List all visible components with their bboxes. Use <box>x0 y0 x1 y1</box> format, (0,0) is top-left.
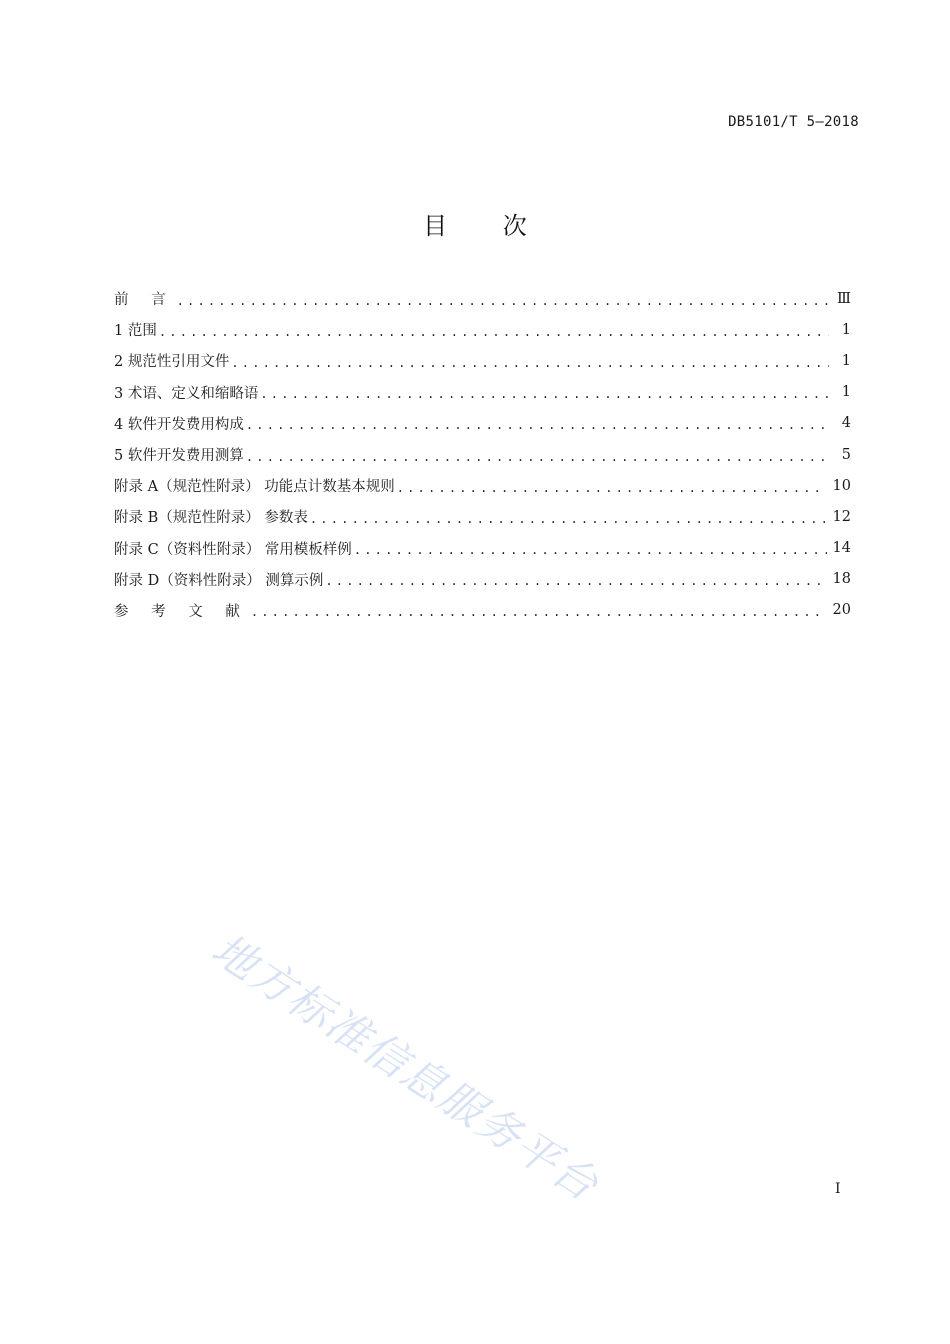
toc-dot-leader <box>397 481 827 495</box>
toc-dot-leader <box>325 574 826 588</box>
toc-entry-label: 4 软件开发费用构成 <box>114 416 244 433</box>
toc-title: 目 次 <box>423 212 551 240</box>
toc-dot-leader <box>159 325 829 339</box>
toc-entry-scope[interactable] <box>114 314 851 345</box>
toc-entry-page: 1 <box>841 384 851 401</box>
toc-entry-page: 10 <box>832 477 851 494</box>
toc-entry-label: 前 言 <box>114 292 175 309</box>
toc-entry-bibliography[interactable] <box>114 595 851 626</box>
toc-entry-label: 2 规范性引用文件 <box>114 354 230 371</box>
toc-entry-label: 附录 B（规范性附录） 参数表 <box>114 510 308 527</box>
toc-entry-label: 参 考 文 献 <box>114 603 249 620</box>
toc-dot-leader <box>246 418 829 432</box>
toc-entry-foreword[interactable] <box>114 283 851 314</box>
toc-entry-appendix-d[interactable] <box>114 564 851 595</box>
toc-entry-normative-references[interactable] <box>114 345 851 376</box>
toc-entry-page: Ⅲ <box>837 290 851 307</box>
toc-dot-leader <box>231 356 829 370</box>
toc-dot-leader <box>246 450 829 464</box>
toc-dot-leader <box>260 387 829 401</box>
toc-entry-label: 附录 C（资料性附录） 常用模板样例 <box>114 541 352 558</box>
toc-entry-page: 20 <box>832 602 851 619</box>
toc-dot-leader <box>251 605 827 619</box>
toc-dot-leader <box>177 294 829 308</box>
toc-entry-label: 5 软件开发费用测算 <box>114 448 244 465</box>
toc-entry-appendix-b[interactable] <box>114 501 851 532</box>
toc-dot-leader <box>354 543 827 557</box>
toc-entry-page: 4 <box>841 415 851 432</box>
table-of-contents <box>114 283 851 626</box>
toc-dot-leader <box>310 512 827 526</box>
toc-entry-terms[interactable] <box>114 377 851 408</box>
toc-entry-appendix-c[interactable] <box>114 533 851 564</box>
toc-entry-cost-composition[interactable] <box>114 408 851 439</box>
toc-entry-page: 5 <box>841 446 851 463</box>
document-code: DB5101/T 5—2018 <box>728 114 859 130</box>
toc-entry-page: 1 <box>841 352 851 369</box>
toc-entry-label: 1 范围 <box>114 323 157 340</box>
toc-entry-label: 附录 A（规范性附录） 功能点计数基本规则 <box>114 479 395 496</box>
toc-entry-page: 14 <box>832 540 851 557</box>
toc-entry-page: 18 <box>832 571 851 588</box>
toc-entry-page: 12 <box>832 508 851 525</box>
toc-entry-label: 附录 D（资料性附录） 测算示例 <box>114 572 324 589</box>
page-number: I <box>835 1181 841 1197</box>
toc-entry-page: 1 <box>841 321 851 338</box>
watermark-text: 地方标准信息服务平台 <box>202 924 608 1212</box>
toc-entry-appendix-a[interactable] <box>114 470 851 501</box>
toc-entry-cost-estimation[interactable] <box>114 439 851 470</box>
toc-entry-label: 3 术语、定义和缩略语 <box>114 385 259 402</box>
